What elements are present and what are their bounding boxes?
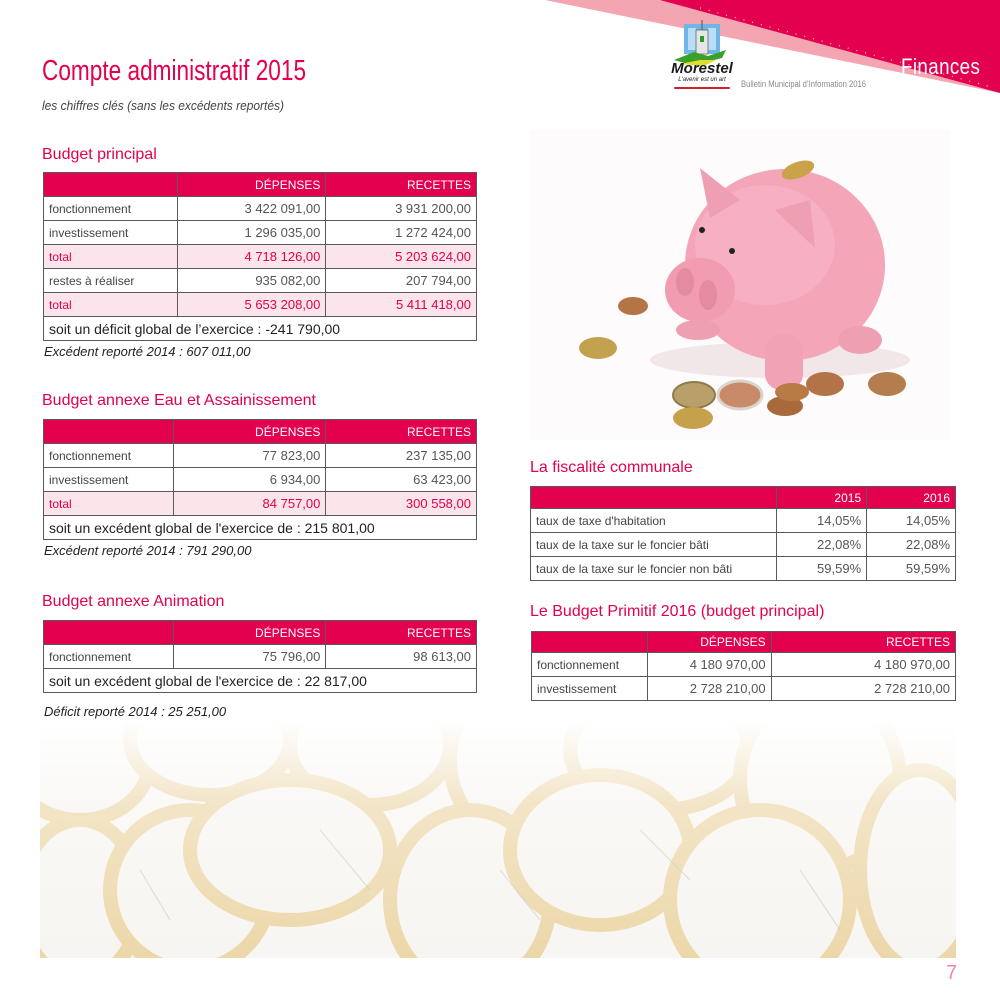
row-label: taux de la taxe sur le foncier bâti — [531, 533, 777, 557]
depenses-cell: 4 718 126,00 — [177, 245, 326, 269]
page-title: Compte administratif 2015 — [42, 55, 307, 87]
note-budget-animation: Déficit reporté 2014 : 25 251,00 — [44, 704, 227, 719]
rate-2016-cell: 59,59% — [867, 557, 956, 581]
header-cell: DÉPENSES — [173, 420, 326, 444]
row-label: fonctionnement — [44, 444, 174, 468]
row-label: restes à réaliser — [44, 269, 178, 293]
table-summary-row — [44, 516, 477, 540]
header-cell — [44, 173, 178, 197]
page-subtitle: les chiffres clés (sans les excédents reportés) — [42, 98, 284, 113]
table-budget-animation — [43, 620, 477, 693]
table-row — [532, 677, 956, 701]
recettes-cell: 237 135,00 — [326, 444, 477, 468]
recettes-cell: 63 423,00 — [326, 468, 477, 492]
recettes-cell: 5 411 418,00 — [326, 293, 477, 317]
depenses-cell: 5 653 208,00 — [177, 293, 326, 317]
row-label: total — [44, 492, 174, 516]
table-row — [44, 221, 477, 245]
section-title-budget-primitif: Le Budget Primitif 2016 (budget principal) — [530, 603, 825, 620]
header-cell: 2015 — [777, 487, 867, 509]
recettes-cell: 98 613,00 — [326, 645, 477, 669]
section-label: Finances — [900, 54, 980, 79]
recettes-cell: 4 180 970,00 — [771, 653, 955, 677]
table-budget-eau — [43, 419, 477, 540]
row-label: investissement — [44, 221, 178, 245]
rate-2015-cell: 14,05% — [777, 509, 867, 533]
recettes-cell: 207 794,00 — [326, 269, 477, 293]
rate-2016-cell: 22,08% — [867, 533, 956, 557]
depenses-cell: 4 180 970,00 — [647, 653, 771, 677]
table-row — [531, 557, 956, 581]
row-label: fonctionnement — [44, 197, 178, 221]
summary-cell: soit un excédent global de l'exercice de : 22 817,00 — [44, 669, 477, 693]
bulletin-title: Bulletin Municipal d’Information 2016 — [741, 79, 867, 89]
rate-2016-cell: 14,05% — [867, 509, 956, 533]
summary-cell: soit un déficit global de l’exercice : -241 790,00 — [44, 317, 477, 341]
header-cell: DÉPENSES — [177, 173, 326, 197]
rate-2015-cell: 59,59% — [777, 557, 867, 581]
note-budget-eau: Excédent reporté 2014 : 791 290,00 — [44, 543, 252, 558]
section-title-budget-animation: Budget annexe Animation — [42, 593, 225, 610]
table-row-total — [44, 245, 477, 269]
table-row-total — [44, 492, 477, 516]
depenses-cell: 75 796,00 — [173, 645, 326, 669]
header-cell: RECETTES — [326, 621, 477, 645]
depenses-cell: 2 728 210,00 — [647, 677, 771, 701]
recettes-cell: 300 558,00 — [326, 492, 477, 516]
header-cell: DÉPENSES — [647, 632, 771, 653]
row-label: investissement — [532, 677, 648, 701]
table-row — [531, 509, 956, 533]
section-title-budget-eau: Budget annexe Eau et Assainissement — [42, 392, 316, 409]
row-label: fonctionnement — [532, 653, 648, 677]
header-cell: DÉPENSES — [173, 621, 326, 645]
recettes-cell: 5 203 624,00 — [326, 245, 477, 269]
table-header-row — [531, 487, 956, 509]
section-title-budget-principal: Budget principal — [42, 146, 157, 163]
header-cell — [44, 621, 174, 645]
table-row — [532, 653, 956, 677]
header-cell — [44, 420, 174, 444]
recettes-cell: 2 728 210,00 — [771, 677, 955, 701]
depenses-cell: 1 296 035,00 — [177, 221, 326, 245]
recettes-cell: 3 931 200,00 — [326, 197, 477, 221]
note-budget-principal: Excédent reporté 2014 : 607 011,00 — [44, 344, 251, 359]
row-label: investissement — [44, 468, 174, 492]
depenses-cell: 935 082,00 — [177, 269, 326, 293]
table-header-row — [532, 632, 956, 653]
table-summary-row — [44, 317, 477, 341]
table-header-row — [44, 173, 477, 197]
page-number: 7 — [946, 962, 958, 984]
table-row — [44, 444, 477, 468]
row-label: taux de taxe d'habitation — [531, 509, 777, 533]
row-label: total — [44, 293, 178, 317]
table-header-row — [44, 621, 477, 645]
header-cell: RECETTES — [771, 632, 955, 653]
table-row-total — [44, 293, 477, 317]
header-cell: RECETTES — [326, 173, 477, 197]
header-cell — [532, 632, 648, 653]
table-row — [44, 269, 477, 293]
rate-2015-cell: 22,08% — [777, 533, 867, 557]
depenses-cell: 3 422 091,00 — [177, 197, 326, 221]
table-fiscalite — [530, 486, 956, 581]
table-row — [44, 468, 477, 492]
header-cell — [531, 487, 777, 509]
piggy-bank-image — [530, 130, 950, 440]
depenses-cell: 77 823,00 — [173, 444, 326, 468]
summary-cell: soit un excédent global de l'exercice de : 215 801,00 — [44, 516, 477, 540]
euro-coins-image — [40, 720, 956, 958]
row-label: total — [44, 245, 178, 269]
table-budget-principal — [43, 172, 477, 341]
row-label: fonctionnement — [44, 645, 174, 669]
table-summary-row — [44, 669, 477, 693]
table-row — [531, 533, 956, 557]
logo-name: Morestel — [671, 60, 733, 77]
row-label: taux de la taxe sur le foncier non bâti — [531, 557, 777, 581]
recettes-cell: 1 272 424,00 — [326, 221, 477, 245]
header-cell: RECETTES — [326, 420, 477, 444]
depenses-cell: 6 934,00 — [173, 468, 326, 492]
logo-underline — [674, 87, 730, 89]
depenses-cell: 84 757,00 — [173, 492, 326, 516]
table-row — [44, 645, 477, 669]
table-budget-primitif — [531, 631, 956, 701]
table-header-row — [44, 420, 477, 444]
table-row — [44, 197, 477, 221]
header-cell: 2016 — [867, 487, 956, 509]
logo-tagline: L'avenir est un art — [678, 77, 726, 83]
section-title-fiscalite: La fiscalité communale — [530, 459, 693, 476]
